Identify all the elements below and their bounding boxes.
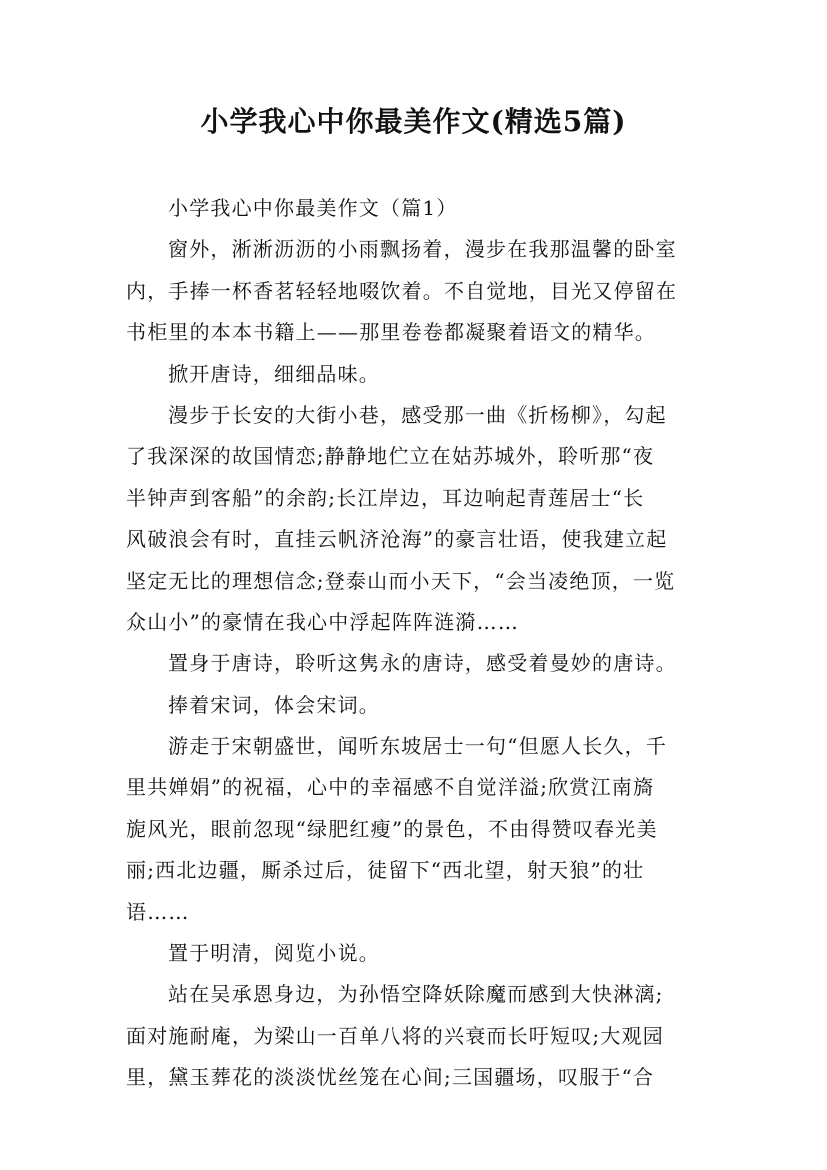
paragraph-first-line: 游走于宋朝盛世，闻听东坡居士一句“但愿人长久，千 <box>168 734 668 759</box>
paragraph-line: 坚定无比的理想信念;登泰山而小天下，“会当凌绝顶，一览 <box>126 568 676 593</box>
paragraph-first-line: 掀开唐诗，细细品味。 <box>168 361 380 386</box>
paragraph-line: 了我深深的故国情恋;静静地伫立在姑苏城外，聆听那“夜 <box>126 444 655 469</box>
paragraph-first-line: 站在吴承恩身边，为孙悟空降妖除魔而感到大快淋漓; <box>168 982 664 1007</box>
paragraph-first-line: 置于明清，阅览小说。 <box>168 941 380 966</box>
document-title: 小学我心中你最美作文(精选5篇) <box>200 105 627 138</box>
paragraph-line: 风破浪会有时，直挂云帆济沧海”的豪言壮语，使我建立起 <box>126 527 668 552</box>
paragraph-line: 丽;西北边疆，厮杀过后，徒留下“西北望，射天狼”的壮 <box>126 858 645 883</box>
paragraph-line: 面对施耐庵，为梁山一百单八将的兴衰而长吁短叹;大观园 <box>126 1023 664 1048</box>
paragraph-first-line: 置身于唐诗，聆听这隽永的唐诗，感受着曼妙的唐诗。 <box>168 651 677 676</box>
paragraph-line: 内，手捧一杯香茗轻轻地啜饮着。不自觉地，目光又停留在 <box>126 278 678 303</box>
paragraph-line: 书柜里的本本书籍上——那里卷卷都凝聚着语文的精华。 <box>126 320 656 345</box>
paragraph-line: 众山小”的豪情在我心中浮起阵阵涟漪…… <box>126 609 520 634</box>
paragraph-first-line: 窗外，淅淅沥沥的小雨飘扬着，漫步在我那温馨的卧室 <box>168 237 677 262</box>
paragraph-first-line: 漫步于长安的大街小巷，感受那一曲《折杨柳》，勾起 <box>168 402 667 427</box>
paragraph-line: 旎风光，眼前忽现“绿肥红瘦”的景色，不由得赞叹春光美 <box>126 816 658 841</box>
paragraph-line: 里，黛玉葬花的淡淡忧丝笼在心间;三国疆场，叹服于“合 <box>126 1065 655 1090</box>
paragraph-line: 半钟声到客船”的余韵;长江岸边，耳边响起青莲居士“长 <box>126 485 645 510</box>
paragraph-first-line: 小学我心中你最美作文（篇1） <box>168 196 458 220</box>
paragraph-line: 里共婵娟”的祝福，心中的幸福感不自觉洋溢;欣赏江南旖 <box>126 775 655 800</box>
paragraph-line: 语…… <box>126 899 190 924</box>
paragraph-first-line: 捧着宋词，体会宋词。 <box>168 692 380 717</box>
document-body <box>126 188 716 1099</box>
